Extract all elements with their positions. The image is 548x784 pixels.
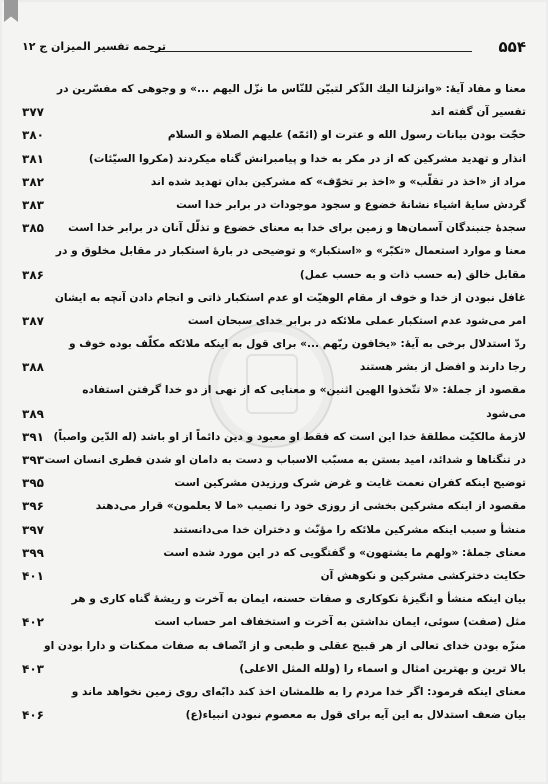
- entry-text: ردّ استدلال برخی به آیهٔ: «یخافون ربّهم ...» برای قول به اینکه ملائکه مکلّف بوده خوف و: [69, 338, 526, 351]
- entry-page-number: ۴۰۱: [22, 568, 44, 583]
- entry-text: مقابل خالق (به حسب ذات و به حسب عمل): [299, 268, 526, 281]
- index-row: [22, 310, 526, 333]
- index-row: [22, 403, 526, 426]
- index-row: [22, 240, 526, 263]
- index-row: [22, 426, 526, 449]
- entry-page-number: ۳۸۱: [22, 151, 44, 166]
- entry-text: حجّت بودن بیانات رسول الله و عترت او (ائمّه) علیهم الصلاة و السلام: [167, 129, 526, 142]
- entry-text: غافل نبودن از خدا و خوف از مقام الوهیّت او عدم استکبار ذاتی و انجام دادن آنچه به ایشان: [54, 291, 526, 304]
- entry-page-number: ۳۸۵: [22, 221, 44, 236]
- index-row: [22, 194, 526, 217]
- entry-text: در تنگناها و شدائد، امید بستن به مسبّب الاسباب و دست به دامان او شدن فطری انسان است: [44, 454, 526, 466]
- entry-page-number: ۳۸۷: [22, 313, 44, 328]
- index-row: [22, 611, 526, 634]
- entry-page-number: ۳۸۸: [22, 360, 44, 375]
- entry-text: رجا دارند و افضل از بشر هستند: [359, 361, 526, 374]
- running-title: ترجمه تفسیر المیزان ج ۱۲: [22, 40, 166, 53]
- entry-page-number: ۴۰۶: [22, 708, 44, 723]
- index-row: [22, 519, 526, 542]
- entry-text: مقصود از جملهٔ: «لا تتّخذوا الهین اثنین» و معنایی که از نهی از دو خدا گرفتن استفاده: [82, 384, 526, 397]
- entry-page-number: ۳۸۳: [22, 197, 44, 212]
- index-row: [22, 101, 526, 124]
- index-row: [22, 287, 526, 310]
- entry-page-number: ۳۹۵: [22, 476, 44, 491]
- entry-text: مثل (صفت) سوئی، ایمان نداشتن به آخرت و استخفاف امر حساب است: [154, 616, 526, 629]
- index-row: [22, 264, 526, 287]
- header-rule: [150, 51, 472, 52]
- index-row: [22, 356, 526, 379]
- index-row: [22, 588, 526, 611]
- entry-page-number: ۳۸۰: [22, 128, 44, 143]
- entry-text: بیان ضعف استدلال به این آیه برای قول به معصوم نبودن انبیاء(ع): [185, 709, 526, 722]
- index-row: [22, 449, 526, 472]
- page-header: [22, 40, 526, 60]
- entry-text: معنای جملهٔ: «ولهم ما یشتهون» و گفتگویی که در این مورد شده است: [163, 546, 526, 559]
- entry-page-number: ۴۰۳: [22, 661, 44, 676]
- entry-text: منزّه بودن خدای تعالی از هر قبیح عقلی و طبعی و از اتّصاف به صفات ممکنات و دارا بودن او: [43, 639, 526, 652]
- entry-page-number: ۳۹۱: [22, 429, 44, 444]
- entry-text: گردش سایهٔ اشیاء نشانهٔ خضوع و سجود موجودات در برابر خدا است: [176, 198, 526, 211]
- index-row: [22, 379, 526, 402]
- entry-text: معنا و موارد استعمال «تکبّر» و «استکبار» و توضیحی در بارهٔ استکبار در مقابل مخلوق و در: [55, 245, 526, 258]
- page-number: ۵۵۴: [498, 38, 526, 56]
- entry-text: توضیح اینکه کفران نعمت غایت و غرض شرک ورزیدن مشرکین است: [174, 477, 526, 490]
- entry-page-number: ۳۹۹: [22, 545, 44, 560]
- entry-page-number: ۳۸۹: [22, 406, 44, 421]
- entry-page-number: ۳۹۶: [22, 499, 44, 514]
- index-row: [22, 565, 526, 588]
- index-row: [22, 217, 526, 240]
- index-row: [22, 658, 526, 681]
- index-row: [22, 681, 526, 704]
- entry-text: معنای اینکه فرمود: اگر خدا مردم را به ظلمشان اخذ کند دابّه‌ای روی زمین نخواهد ماند و: [71, 685, 526, 698]
- index-row: [22, 148, 526, 171]
- entry-page-number: ۴۰۲: [22, 615, 44, 630]
- index-row: [22, 124, 526, 147]
- entry-text: بالا ترین و بهترین امثال و اسماء را (ولله المثل الاعلی): [239, 662, 526, 675]
- entry-text: حکایت دخترکشی مشرکین و نکوهش آن: [320, 569, 526, 582]
- entry-text: سجدهٔ جنبندگان آسمان‌ها و زمین برای خدا به معنای خضوع و تذلّل آنان در برابر خدا است: [68, 222, 526, 235]
- entry-page-number: ۳۹۷: [22, 522, 44, 537]
- entry-text: می‌شود: [486, 407, 526, 420]
- index-row: [22, 542, 526, 565]
- entry-text: مراد از «اخذ در تقلّب» و «اخذ بر تخوّف» که مشرکین بدان تهدید شده اند: [150, 175, 526, 188]
- entry-text: انذار و تهدید مشرکین که از در مکر به خدا و پیامبرانش گناه میکردند (مکروا السیّئات): [88, 152, 526, 165]
- entry-text: لازمهٔ مالکیّت مطلقهٔ خدا این است که فقط او معبود و دین دائماً از او باشد (له الدّین واصباً): [53, 430, 526, 443]
- entry-text: مقصود از اینکه مشرکین بخشی از روزی خود را نصیب «ما لا یعلمون» قرار می‌دهند: [95, 500, 526, 513]
- entry-page-number: ۳۷۷: [22, 105, 44, 120]
- entry-text: تفسیر آن گفته اند: [430, 106, 526, 119]
- entry-page-number: ۳۸۲: [22, 174, 44, 189]
- entry-page-number: ۳۹۳: [22, 453, 44, 467]
- index-row: [22, 472, 526, 495]
- index-row: [22, 704, 526, 727]
- index-row: [22, 495, 526, 518]
- index-row: [22, 78, 526, 101]
- entry-text: بیان اینکه منشأ و انگیزهٔ نکوکاری و صفات حسنه، ایمان به آخرت و ریشهٔ گناه کاری و هر: [71, 593, 526, 606]
- index-row: [22, 171, 526, 194]
- index-entries: [22, 78, 526, 727]
- index-row: [22, 333, 526, 356]
- entry-text: منشأ و سبب اینکه مشرکین ملائکه را مؤنّث و دختران خدا می‌دانستند: [172, 523, 526, 536]
- index-row: [22, 635, 526, 658]
- entry-text: امر می‌شود عدم استکبار عملی ملائکه در برابر خدای سبحان است: [187, 314, 526, 327]
- entry-page-number: ۳۸۶: [22, 267, 44, 282]
- entry-text: معنا و مفاد آیهٔ: «وانزلنا الیك الذّكر لتبیّن للنّاس ما نزّل الیهم ...» و وجوهی که مفسّرین در: [56, 83, 526, 95]
